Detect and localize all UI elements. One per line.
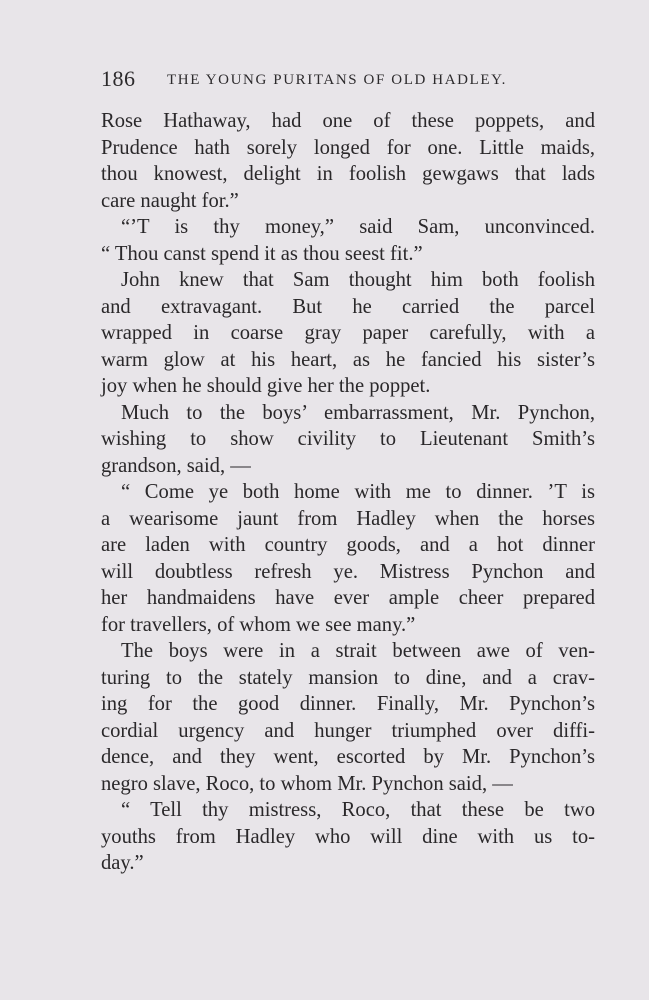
text-line: Much to the boys’ embarrassment, Mr. Pynchon, xyxy=(121,401,595,424)
text-line: “ Thou canst spend it as thou seest fit.” xyxy=(101,242,423,265)
page-header xyxy=(101,64,595,94)
text-line: ing for the good dinner. Finally, Mr. Pynchon’s xyxy=(101,693,595,715)
text-line: youths from Hadley who will dine with us to- xyxy=(101,825,595,848)
text-line: wishing to show civility to Lieutenant Smith’s xyxy=(101,428,595,450)
text-line: are laden with country goods, and a hot dinner xyxy=(101,534,595,556)
text-line: and extravagant. But he carried the parcel xyxy=(101,295,595,318)
text-line: day.” xyxy=(101,852,144,874)
text-line: warm glow at his heart, as he fancied his sister’s xyxy=(101,348,595,371)
text-line: a wearisome jaunt from Hadley when the horses xyxy=(101,507,595,530)
text-line: her handmaidens have ever ample cheer prepared xyxy=(101,587,595,609)
body-text xyxy=(101,108,595,877)
text-line: dence, and they went, escorted by Mr. Pynchon’s xyxy=(101,746,595,768)
text-line: turing to the stately mansion to dine, and a crav- xyxy=(101,666,595,689)
text-line: cordial urgency and hunger triumphed over diffi- xyxy=(101,719,595,742)
text-line: wrapped in coarse gray paper carefully, with a xyxy=(101,322,595,344)
running-head: THE YOUNG PURITANS OF OLD HADLEY. xyxy=(167,72,507,88)
text-line: joy when he should give her the poppet. xyxy=(101,375,431,397)
text-line: Rose Hathaway, had one of these poppets, and xyxy=(101,110,595,132)
text-line: “ Tell thy mistress, Roco, that these be two xyxy=(121,799,595,821)
text-line: “’T is thy money,” said Sam, unconvinced. xyxy=(121,216,595,238)
text-line: “ Come ye both home with me to dinner. ’T is xyxy=(121,481,595,503)
text-line: grandson, said, — xyxy=(101,454,251,477)
text-line: John knew that Sam thought him both foolish xyxy=(121,269,595,291)
text-line: for travellers, of whom we see many.” xyxy=(101,613,416,636)
text-line: thou knowest, delight in foolish gewgaws that lads xyxy=(101,163,595,185)
text-line: negro slave, Roco, to whom Mr. Pynchon said, — xyxy=(101,772,513,795)
text-line: care naught for.” xyxy=(101,189,239,212)
text-line: The boys were in a strait between awe of ven- xyxy=(121,640,595,662)
text-line: will doubtless refresh ye. Mistress Pynchon and xyxy=(101,560,595,583)
page-number: 186 xyxy=(101,66,136,91)
text-line: Prudence hath sorely longed for one. Little maids, xyxy=(101,136,595,159)
